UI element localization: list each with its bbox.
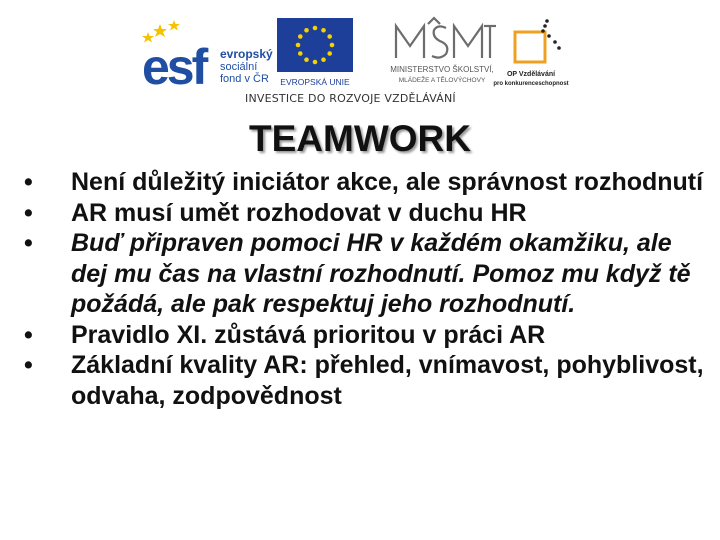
eu-star-icon	[304, 28, 309, 33]
eu-star-icon	[304, 57, 309, 62]
eu-star-icon	[330, 43, 335, 48]
eu-star-icon	[327, 51, 332, 56]
eu-star-icon	[296, 43, 301, 48]
eu-star-icon	[313, 26, 318, 31]
bullet-dot-icon: •	[24, 198, 33, 227]
msmt-logo	[388, 16, 498, 92]
bullet-dot-icon: •	[24, 168, 33, 196]
eu-star-icon	[321, 57, 326, 62]
bullet-text-3: Buď připraven pomoci HR v každém okamžiku, ale dej mu čas na vlastní rozhodnutí. Pomoz mu když tě požádá, ale pak respektuj jeho rozhodnutí.	[71, 229, 691, 318]
esf-line-2: sociální	[220, 61, 258, 73]
esf-mark: esf	[142, 39, 206, 95]
eu-star-icon	[327, 34, 332, 39]
logo-band	[140, 14, 580, 110]
bullet-item-1	[18, 167, 708, 198]
investice-banner: INVESTICE DO ROZVOJE VZDĚLÁVÁNÍ	[245, 92, 456, 105]
msmt-caption-1: MINISTERSTVO ŠKOLSTVÍ,	[390, 65, 494, 74]
bullet-list	[18, 167, 708, 411]
eu-star-icon	[313, 60, 318, 65]
eu-star-icon	[321, 28, 326, 33]
eu-flag-logo	[277, 18, 353, 90]
bullet-dot-icon: •	[24, 229, 33, 257]
bullet-item-4	[18, 320, 708, 351]
bullet-item-5	[18, 350, 708, 411]
bullet-item-2	[18, 198, 708, 229]
op-caption-1: OP Vzdělávání	[506, 71, 556, 78]
esf-line-3: fond v ČR	[220, 73, 269, 85]
bullet-dot-icon: •	[24, 351, 33, 379]
eu-caption: EVROPSKÁ UNIE	[280, 77, 350, 87]
op-vzdelavani-logo	[493, 16, 583, 92]
esf-logo	[140, 18, 273, 95]
op-caption-2: pro konkurenceschopnost	[493, 81, 569, 87]
bullet-text-5: Základní kvality AR: přehled, vnímavost, pohyblivost, odvaha, zodpovědnost	[71, 351, 704, 410]
bullet-text-4: Pravidlo XI. zůstává prioritou v práci AR	[71, 320, 546, 349]
slide-title: TEAMWORK	[249, 118, 471, 159]
bullet-item-3	[18, 228, 708, 320]
eu-star-icon	[298, 51, 303, 56]
msmt-caption-2: MLÁDEŽE A TĚLOVÝCHOVY	[398, 77, 486, 84]
bullet-dot-icon: •	[24, 320, 33, 349]
eu-star-icon	[298, 34, 303, 39]
bullet-text-2: AR musí umět rozhodovat v duchu HR	[71, 198, 527, 227]
bullet-text-1: Není důležitý iniciátor akce, ale správnost rozhodnutí	[71, 168, 704, 196]
esf-line-1: evropský	[220, 47, 273, 61]
